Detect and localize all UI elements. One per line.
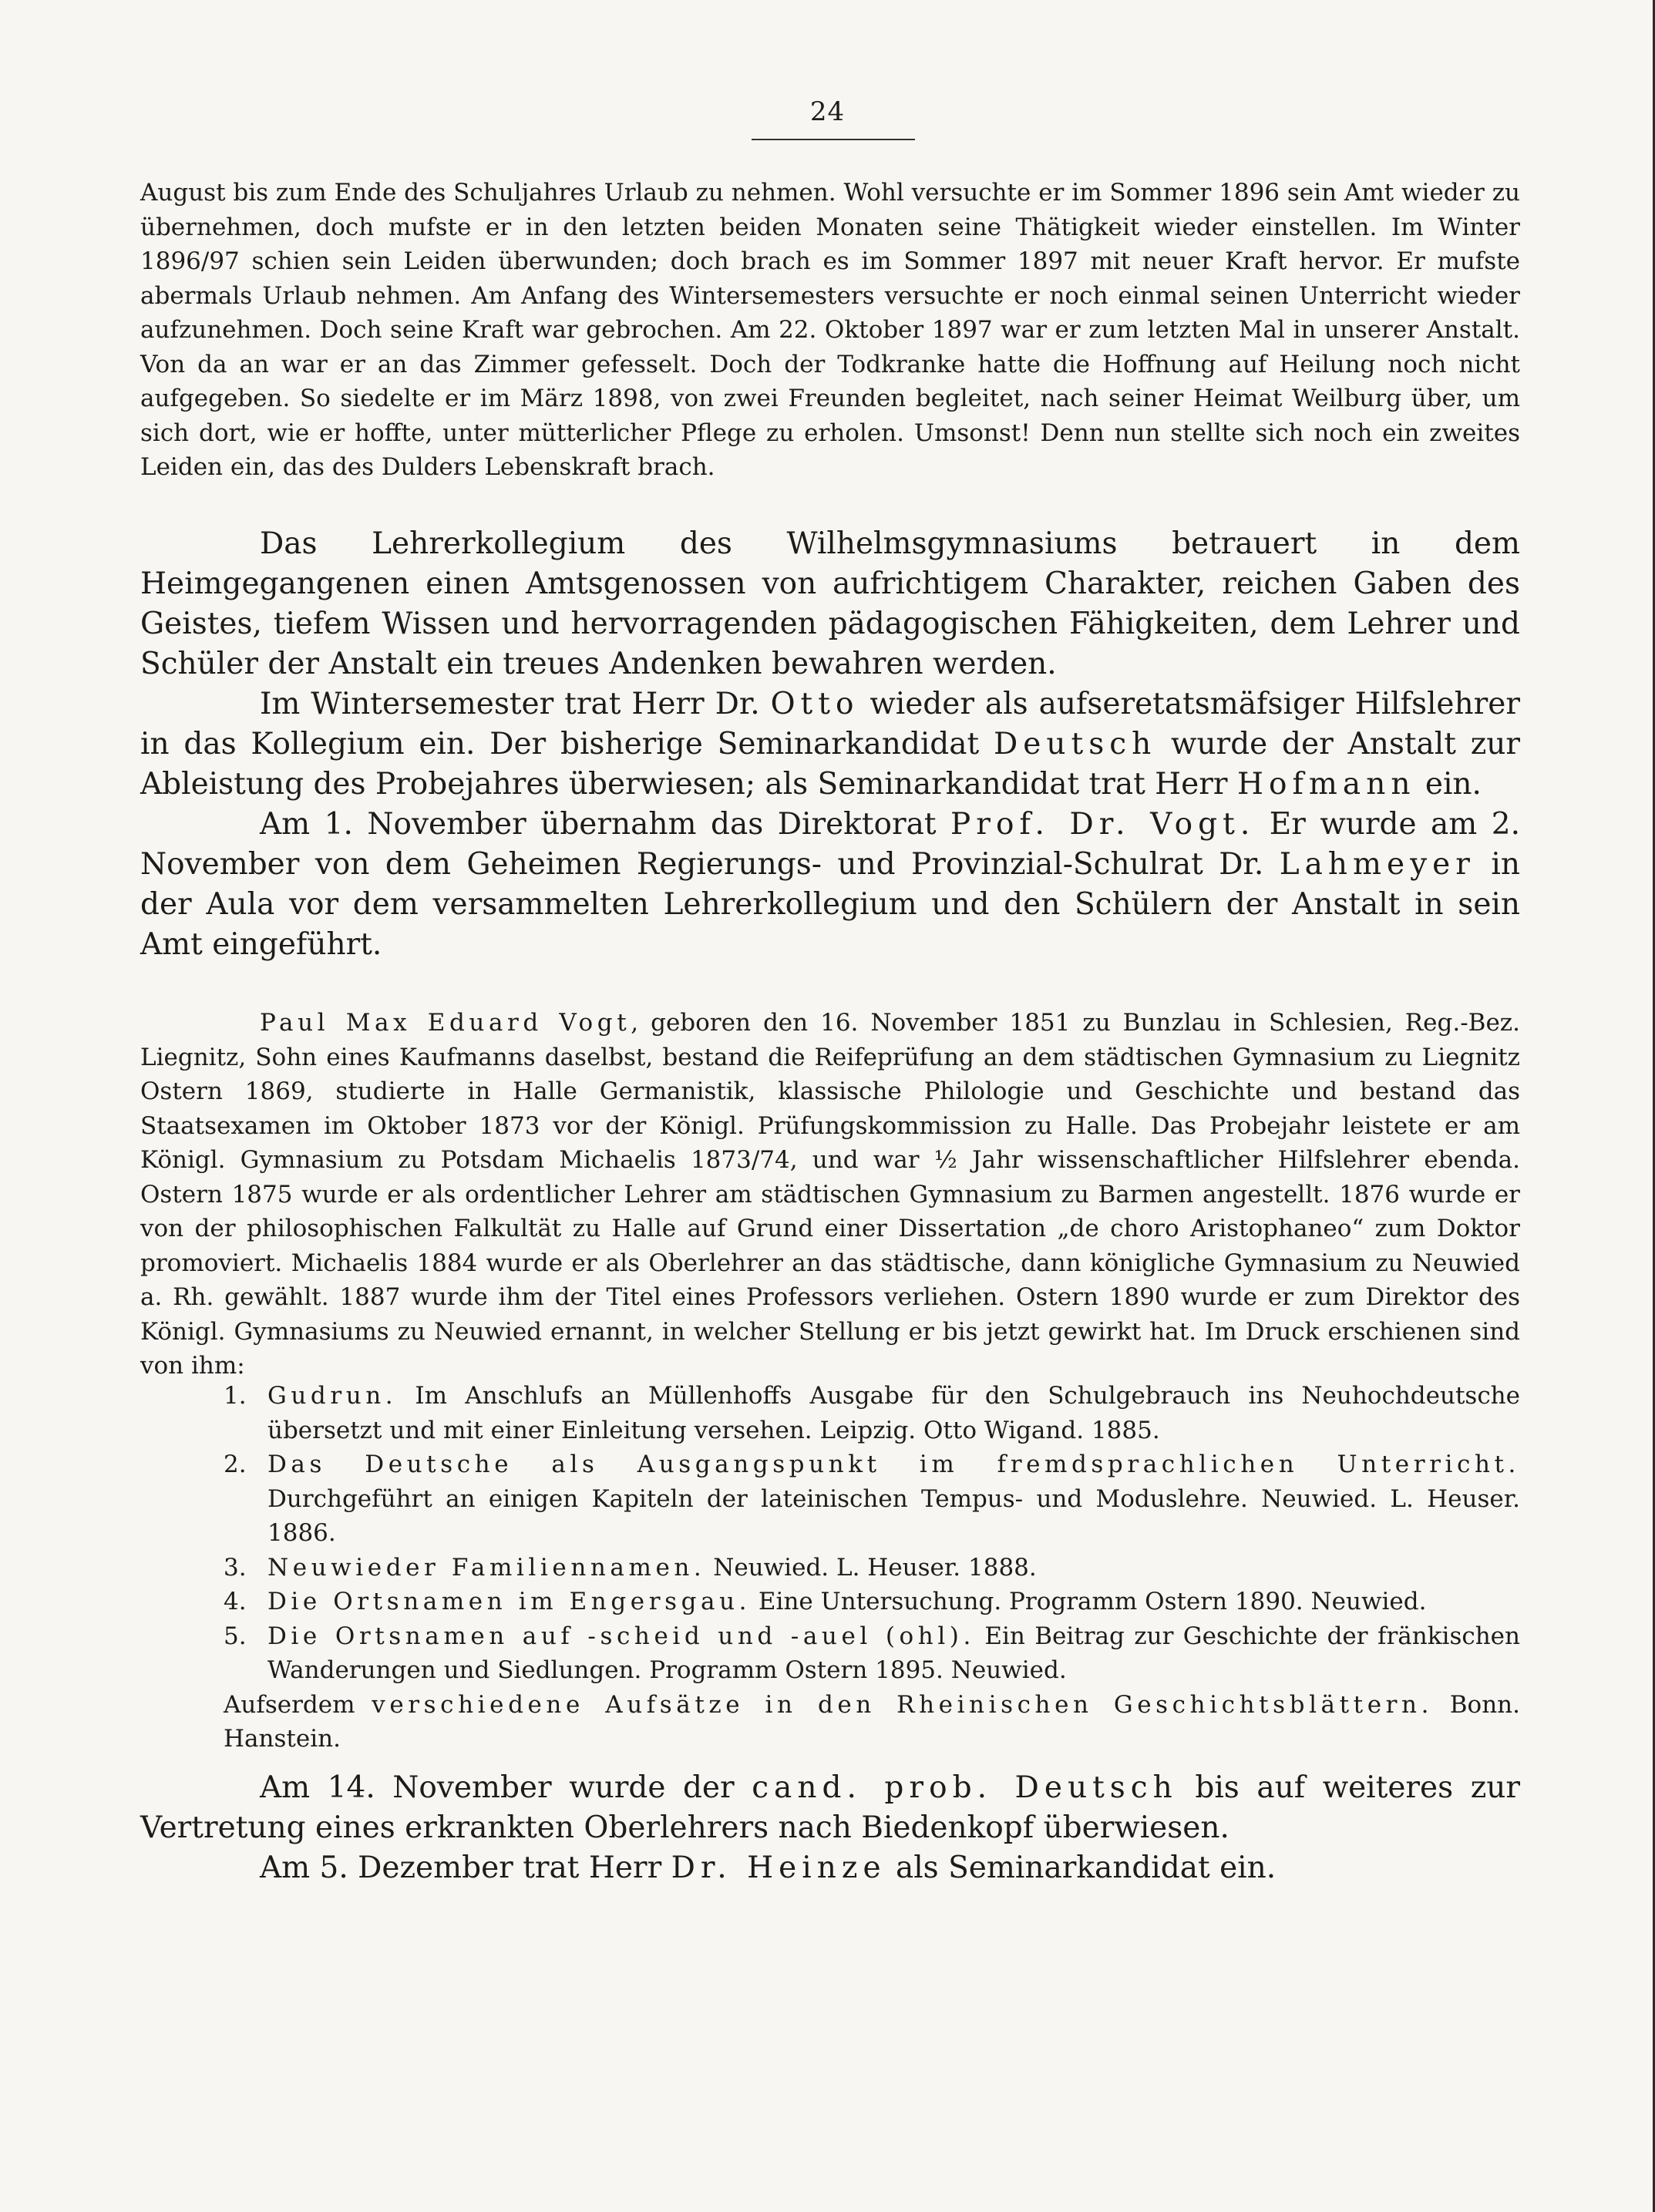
dec5-text-2: als Seminarkandidat ein.: [886, 1851, 1277, 1885]
publication-details: Neuwied. L. Heuser. 1888.: [705, 1553, 1037, 1582]
publication-item: [140, 1619, 1520, 1688]
dec5-name: Dr. Heinze: [671, 1851, 886, 1885]
winter-text-2: wieder als aufseretatsmäfsiger Hilfslehrer in das Kollegium ein. Der bisherige Seminarkandidat: [140, 687, 1520, 761]
publication-item: [140, 1447, 1520, 1551]
publication-title: Die Ortsnamen im Engersgau.: [267, 1588, 752, 1615]
final-paragraphs-block: [140, 1768, 1520, 1888]
november-name-lahmeyer: Lahmeyer: [1279, 847, 1475, 882]
biography-text: , geboren den 16. November 1851 zu Bunzlau in Schlesien, Reg.-Bez. Liegnitz, Sohn eines Kaufmanns daselbst, bestand die Reifeprüfung an dem städtischen Gymnasium zu Liegnitz Ostern 1869, studierte in Halle Germanistik, klassische Philologie und Geschichte und bestand das Staatsexamen im Oktober 1873 vor der Königl. Prüfungskommission zu Halle. Das Probejahr leistete er am Königl. Gymnasium zu Potsdam Michaelis 1873/74, und war ½ Jahr wissenschaftlicher Hilfslehrer ebenda. Ostern 1875 wurde er als ordentlicher Lehrer am städtischen Gymnasium zu Barmen angestellt. 1876 wurde er von der philosophischen Falkultät zu Halle auf Grund einer Dissertation „de choro Aristophaneo“ zum Doktor promoviert. Michaelis 1884 wurde er als Oberlehrer an das städtische, dann königliche Gymnasium zu Neuwied a. Rh. gewählt. 1887 wurde ihm der Titel eines Professors verliehen. Ostern 1890 wurde er zum Direktor des Königl. Gymnasiums zu Neuwied ernannt, in welcher Stellung er bis jetzt gewirkt hat. Im Druck erschienen sind von ihm:: [140, 1009, 1520, 1380]
publication-number: 3.: [224, 1553, 247, 1582]
opening-paragraph-block: [140, 176, 1520, 485]
nov14-name: cand. prob. Deutsch: [752, 1770, 1178, 1805]
winter-name-hofmann: Hofmann: [1236, 767, 1416, 802]
publication-extra: [140, 1688, 1520, 1756]
publication-number: 1.: [224, 1382, 247, 1410]
winter-name-otto: Otto: [770, 687, 859, 721]
winter-text-4: ein.: [1415, 767, 1482, 802]
publication-item: [140, 1585, 1520, 1619]
publication-details: Durchgeführt an einigen Kapiteln der lateinischen Tempus- und Moduslehre. Neuwied. L. Heuser. 1886.: [267, 1484, 1520, 1547]
nov14-paragraph: [140, 1768, 1520, 1848]
publication-title: Das Deutsche als Ausgangspunkt im fremdsprachlichen Unterricht.: [267, 1451, 1520, 1478]
publication-extra-text-1: Aufserdem: [224, 1690, 372, 1719]
winter-paragraph: [140, 684, 1520, 805]
dec5-text-1: Am 5. Dezember trat Herr: [260, 1851, 671, 1885]
publication-title: Neuwieder Familiennamen.: [267, 1553, 706, 1582]
publication-details: Im Anschlufs an Müllenhoffs Ausgabe für den Schulgebrauch ins Neuhochdeutsche übersetzt und mit einer Einleitung versehen. Leipzig. Otto Wigand. 1885.: [267, 1382, 1520, 1444]
november-text-2: Er wurde am 2. November von dem Geheimen Regierungs- und Provinzial-Schulrat Dr.: [140, 807, 1520, 882]
dec5-paragraph: [140, 1848, 1520, 1888]
publication-title: Gudrun.: [267, 1382, 398, 1410]
publication-item: [140, 1379, 1520, 1447]
mourning-paragraph: Das Lehrerkollegium des Wilhelmsgymnasiums betrauert in dem Heimgegangenen einen Amtsgenossen von aufrichtigem Charakter, reichen Gaben des Geistes, tiefem Wissen und hervorragenden pädagogischen Fähigkeiten, dem Lehrer und Schüler der Anstalt ein treues Andenken bewahren werden.: [140, 526, 1520, 681]
winter-text-3: wurde der Anstalt zur Ableistung des Probejahres überwiesen; als Seminarkandidat trat Herr: [140, 727, 1521, 802]
november-text-1: Am 1. November übernahm das Direktorat: [260, 807, 951, 842]
november-text-3: in der Aula vor dem versammelten Lehrerkollegium und den Schülern der Anstalt in sein Amt eingeführt.: [140, 847, 1520, 962]
winter-name-deutsch: Deutsch: [994, 727, 1157, 761]
publication-number: 2.: [224, 1451, 247, 1478]
november-name-vogt: Prof. Dr. Vogt.: [950, 807, 1256, 842]
opening-paragraph: August bis zum Ende des Schuljahres Urlaub zu nehmen. Wohl versuchte er im Sommer 1896 sein Amt wieder zu übernehmen, doch mufste er in den letzten beiden Monaten seine Thätigkeit wieder einstellen. Im Winter 1896/97 schien sein Leiden überwunden; doch brach es im Sommer 1897 mit neuer Kraft hervor. Er mufste abermals Urlaub nehmen. Am Anfang des Wintersemesters versuchte er noch einmal seinen Unterricht wieder aufzunehmen. Doch seine Kraft war gebrochen. Am 22. Oktober 1897 war er zum letzten Mal in unserer Anstalt. Von da an war er an das Zimmer gefesselt. Doch der Todkranke hatte die Hoffnung auf Heilung noch nicht aufgegeben. So siedelte er im März 1898, von zwei Freunden begleitet, nach seiner Heimat Weilburg über, um sich dort, wie er hoffte, unter mütterlicher Pflege zu erholen. Umsonst! Denn nun stellte sich noch ein zweites Leiden ein, das des Dulders Lebenskraft brach.: [140, 179, 1520, 481]
biography-name: Paul Max Eduard Vogt: [260, 1009, 631, 1037]
biography-block: [140, 1006, 1520, 1383]
publication-extra-title: verschiedene Aufsätze in den Rheinischen Geschichtsblättern.: [372, 1690, 1433, 1719]
publication-number: 4.: [224, 1588, 247, 1615]
page-number-rule: [752, 139, 915, 140]
nov14-text-1: Am 14. November wurde der: [260, 1770, 752, 1805]
publication-title: Die Ortsnamen auf -scheid und -auel (ohl).: [267, 1622, 975, 1650]
publication-details: Eine Untersuchung. Programm Ostern 1890. Neuwied.: [751, 1588, 1427, 1615]
winter-text-1: Im Wintersemester trat Herr Dr.: [260, 687, 771, 721]
biography-paragraph: [140, 1006, 1520, 1383]
publication-extra-text-2: Bonn. Hanstein.: [224, 1690, 1520, 1753]
publication-details: Ein Beitrag zur Geschichte der fränkischen Wanderungen und Siedlungen. Programm Ostern 1895. Neuwied.: [267, 1622, 1520, 1684]
main-paragraphs-block: [140, 524, 1520, 965]
publication-list: [140, 1379, 1520, 1756]
november-paragraph: [140, 805, 1520, 965]
page-number: 24: [809, 96, 846, 127]
nov14-text-2: bis auf weiteres zur Vertretung eines erkrankten Oberlehrers nach Biedenkopf überwiesen.: [140, 1770, 1521, 1845]
publication-item: [140, 1551, 1520, 1585]
publication-number: 5.: [224, 1622, 247, 1650]
